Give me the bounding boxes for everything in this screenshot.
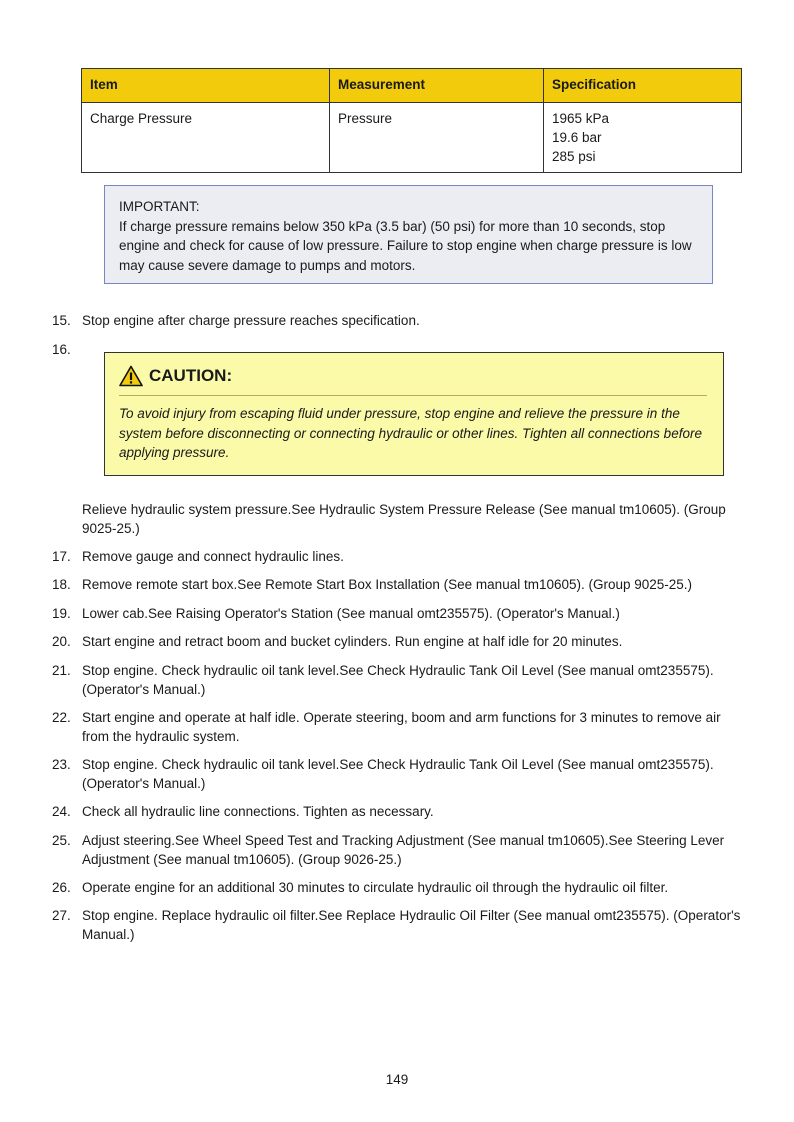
step-text: Check all hydraulic line connections. Tighten as necessary.: [82, 804, 434, 819]
step-text: Adjust steering.See Wheel Speed Test and Tracking Adjustment (See manual tm10605).See Steering Lever Adjustment (See manual tm10605). (Group 9026-25.): [82, 833, 725, 867]
step-number: 20.: [52, 634, 71, 649]
cell-item: Charge Pressure: [82, 103, 330, 173]
step-number: 19.: [52, 606, 71, 621]
step-text: Start engine and retract boom and bucket cylinders. Run engine at half idle for 20 minutes.: [82, 634, 623, 649]
page-number: 149: [385, 1072, 409, 1087]
header-measurement: Measurement: [330, 69, 544, 103]
step-number: 25.: [52, 833, 71, 848]
step-text: Lower cab.See Raising Operator's Station (See manual omt235575). (Operator's Manual.): [82, 606, 620, 621]
caution-divider: [119, 395, 707, 396]
cell-specification: [544, 103, 742, 173]
step-text: Stop engine after charge pressure reaches specification.: [82, 313, 420, 328]
table-row: [82, 103, 742, 173]
step-text: Operate engine for an additional 30 minutes to circulate hydraulic oil through the hydraulic oil filter.: [82, 880, 669, 895]
step-text: Remove gauge and connect hydraulic lines.: [82, 549, 344, 564]
warning-triangle-icon: [119, 365, 143, 387]
spec-value-bar: 19.6 bar: [552, 130, 602, 145]
step-text: Remove remote start box.See Remote Start Box Installation (See manual tm10605). (Group 9025-25.): [82, 577, 693, 592]
header-specification: Specification: [544, 69, 742, 103]
spec-value-psi: 285 psi: [552, 149, 596, 164]
caution-title: CAUTION:: [149, 366, 233, 385]
step-text: Start engine and operate at half idle. Operate steering, boom and arm functions for 3 minutes to remove air from the hydraulic system.: [82, 710, 721, 744]
caution-header: [119, 363, 715, 389]
step-text: Stop engine. Check hydraulic oil tank level.See Check Hydraulic Tank Oil Level (See manual omt235575). (Operator's Manual.): [82, 757, 714, 791]
step-text: Relieve hydraulic system pressure.See Hydraulic System Pressure Release (See manual tm10605). (Group 9025-25.): [82, 502, 726, 536]
spec-table: [81, 68, 742, 173]
step-number: 24.: [52, 804, 71, 819]
step-number: 16.: [52, 342, 71, 357]
spec-value-kpa: 1965 kPa: [552, 111, 610, 126]
step-number: 27.: [52, 908, 71, 923]
important-label: IMPORTANT:: [119, 199, 200, 214]
cell-measurement: Pressure: [330, 103, 544, 173]
step-number: 17.: [52, 549, 71, 564]
caution-box: [104, 352, 724, 476]
important-text: If charge pressure remains below 350 kPa (3.5 bar) (50 psi) for more than 10 seconds, stop engine and check for cause of low pressure. Failure to stop engine when charge pressure is low may cause severe damage to pumps and motors.: [119, 218, 692, 273]
step-number: 15.: [52, 313, 71, 328]
step-number: 26.: [52, 880, 71, 895]
step-number: 22.: [52, 710, 71, 725]
step-number: 23.: [52, 757, 71, 772]
header-item: Item: [82, 69, 330, 103]
important-notice: [104, 185, 713, 284]
step-number: 21.: [52, 663, 71, 678]
step-number: 18.: [52, 577, 71, 592]
step-text: Stop engine. Check hydraulic oil tank level.See Check Hydraulic Tank Oil Level (See manual omt235575). (Operator's Manual.): [82, 663, 714, 697]
caution-text: To avoid injury from escaping fluid under pressure, stop engine and relieve the pressure in the system before disconnecting or connecting hydraulic or other lines. Tighten all connections before applying pressure.: [119, 406, 702, 460]
table-header-row: [82, 69, 742, 103]
step-text: Stop engine. Replace hydraulic oil filter.See Replace Hydraulic Oil Filter (See manual omt235575). (Operator's Manual.): [82, 908, 741, 942]
